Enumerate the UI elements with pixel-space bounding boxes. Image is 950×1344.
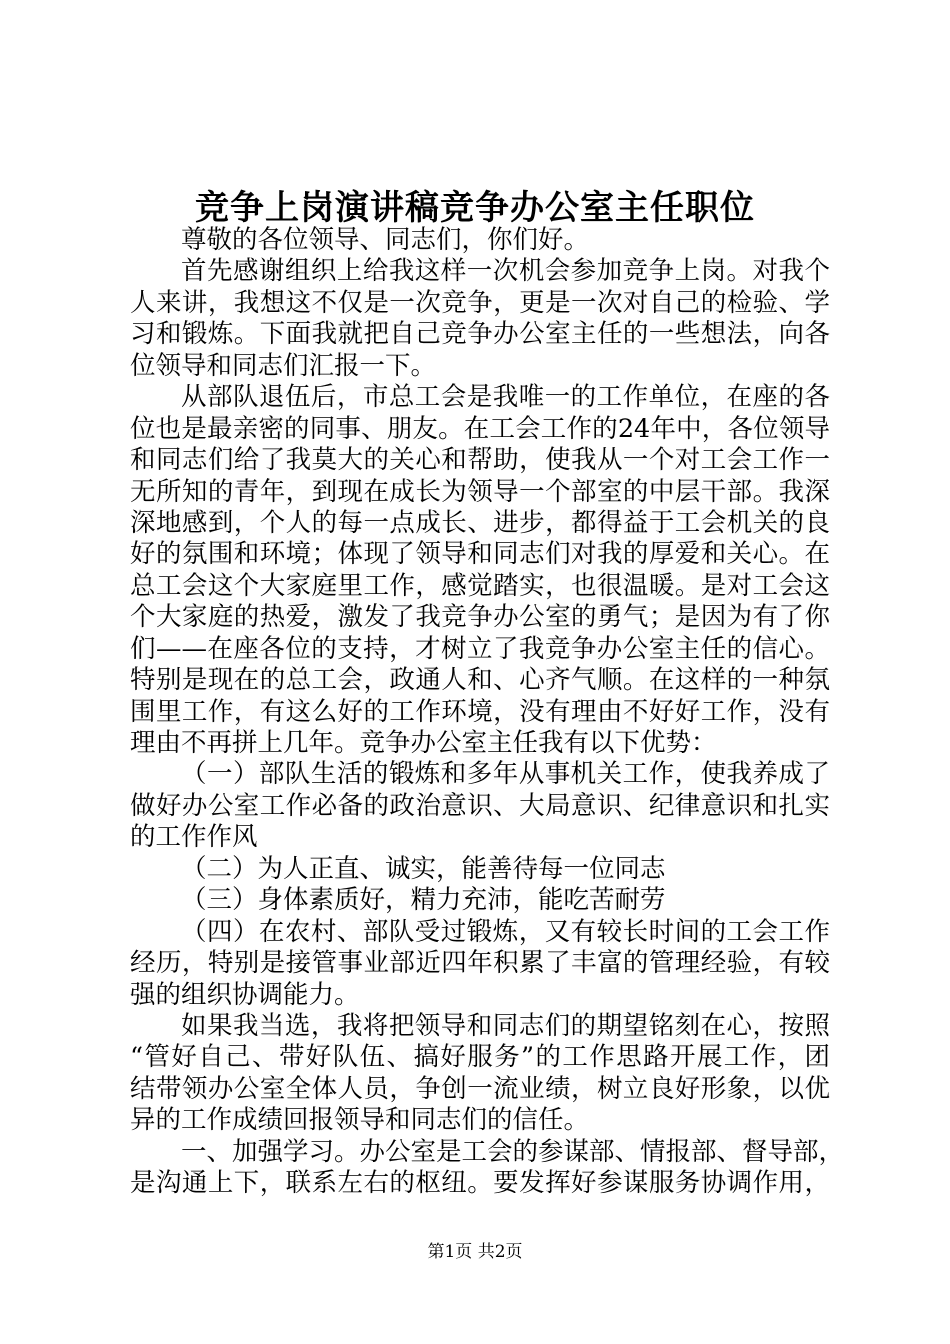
text-line: 位也是最亲密的同事、朋友。在工会工作的24年中，各位领导 xyxy=(130,413,830,444)
text-line: 们——在座各位的支持，才树立了我竞争办公室主任的信心。 xyxy=(130,633,830,664)
document-title: 竞争上岗演讲稿竞争办公室主任职位 xyxy=(195,188,755,228)
text-line: “管好自己、带好队伍、搞好服务”的工作思路开展工作，团 xyxy=(130,1042,830,1073)
text-line: 是沟通上下，联系左右的枢纽。要发挥好参谋服务协调作用， xyxy=(130,1168,830,1199)
text-line: 围里工作，有这么好的工作环境，没有理由不好好工作，没有 xyxy=(130,696,830,727)
text-line: 从部队退伍后，市总工会是我唯一的工作单位，在座的各 xyxy=(181,382,830,413)
text-line: 人来讲，我想这不仅是一次竞争，更是一次对自己的检验、学 xyxy=(130,287,830,318)
text-line: 总工会这个大家庭里工作，感觉踏实，也很温暖。是对工会这 xyxy=(130,570,830,601)
page-footer: 第1页 共2页 xyxy=(427,1242,523,1262)
document-body xyxy=(130,225,845,1200)
text-line: （二）为人正直、诚实，能善待每一位同志 xyxy=(181,853,666,884)
text-line: 理由不再拼上几年。竞争办公室主任我有以下优势： xyxy=(130,728,717,758)
text-line: 尊敬的各位领导、同志们，你们好。 xyxy=(181,225,590,255)
text-line: 异的工作成绩回报领导和同志们的信任。 xyxy=(130,1105,590,1136)
text-line: 无所知的青年，到现在成长为领导一个部室的中层干部。我深 xyxy=(130,476,830,507)
text-line: 结带领办公室全体人员，争创一流业绩，树立良好形象，以优 xyxy=(130,1073,830,1104)
text-line: 的工作作风 xyxy=(130,822,258,853)
text-line: 深地感到，个人的每一点成长、进步，都得益于工会机关的良 xyxy=(130,507,830,538)
text-line: （一）部队生活的锻炼和多年从事机关工作，使我养成了 xyxy=(181,759,830,790)
text-line: 经历，特别是接管事业部近四年积累了丰富的管理经验，有较 xyxy=(130,948,830,979)
text-line: 一、加强学习。办公室是工会的参谋部、情报部、督导部， xyxy=(181,1136,845,1167)
text-line: （三）身体素质好，精力充沛，能吃苦耐劳 xyxy=(181,885,666,916)
text-line: 好的氛围和环境；体现了领导和同志们对我的厚爱和关心。在 xyxy=(130,539,830,570)
text-line: 强的组织协调能力。 xyxy=(130,979,360,1010)
text-line: 个大家庭的热爱，激发了我竞争办公室的勇气；是因为有了你 xyxy=(130,602,830,633)
text-line: 做好办公室工作必备的政治意识、大局意识、纪律意识和扎实 xyxy=(130,790,830,821)
text-line: 特别是现在的总工会，政通人和、心齐气顺。在这样的一种氛 xyxy=(130,665,830,696)
text-line: 首先感谢组织上给我这样一次机会参加竞争上岗。对我个 xyxy=(181,256,830,287)
text-line: 和同志们给了我莫大的关心和帮助，使我从一个对工会工作一 xyxy=(130,445,830,476)
text-line: （四）在农村、部队受过锻炼，又有较长时间的工会工作 xyxy=(181,916,830,947)
text-line: 如果我当选，我将把领导和同志们的期望铭刻在心，按照 xyxy=(181,1010,830,1041)
text-line: 习和锻炼。下面我就把自己竞争办公室主任的一些想法，向各 xyxy=(130,319,830,350)
text-line: 位领导和同志们汇报一下。 xyxy=(130,350,437,381)
